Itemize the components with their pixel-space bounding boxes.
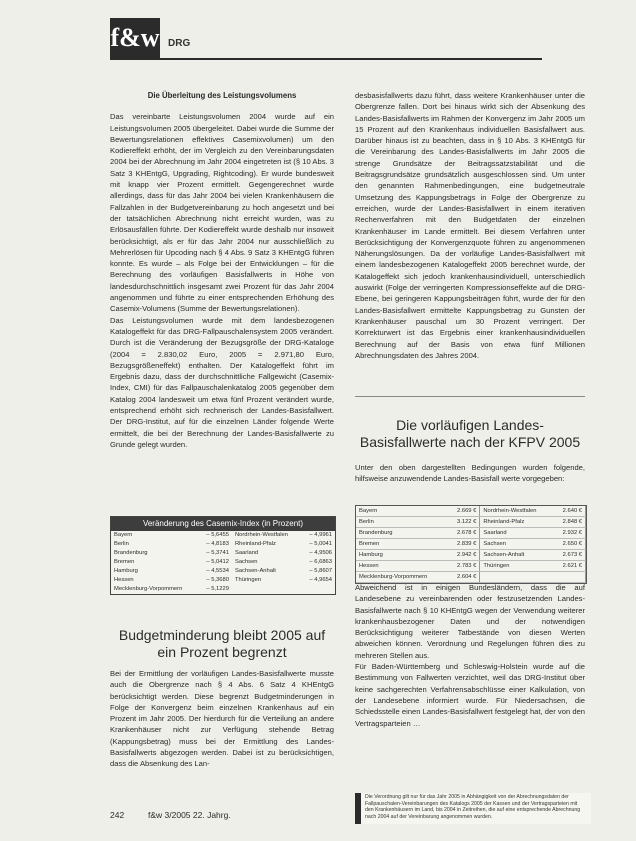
basisfallwert-state-cell: Saarland [480,528,554,539]
casemix-box [110,516,336,595]
right-column [355,90,585,361]
left-subheading: Die Überleitung des Leistungsvolumens [147,91,297,100]
section-label: DRG [168,38,191,49]
left-paragraph-1: Das vereinbarte Leistungsvolumen 2004 wurde auf ein Leistungsvolumen 2005 übergeleitet. Dabei wurde die Summe der Bewertungsrelationen effektives Casemixvolumen) um den Kodiereffekt erhöht, der im Vergleich zu den Vereinbarungsdaten 2004 bei der Abrechnung im Jahr 2004 eingetreten ist (§ 10 Abs. 3 Satz 3 KHEntgG, Upgrading, Rightcoding). Er wurde bundesweit mit knapp vier Prozent ermittelt. Gegengerechnet wurde allerdings, dass für das Jahr 2004 bei vielen Krankenhäusern die Fallzahlen in der Budgetvereinbarung zu hoch angesetzt und bei der tatsächlichen Abrechnung nicht erreicht wurden, was zu Erlösausfällen führte. Der Kodiereffekt wurde deshalb nur insoweit berücksichtigt, als er für das Jahr 2004 nur ausschließlich zu Mehrerlösen für Upcoding nach § 4 Abs. 9 Satz 3 KHEntgG führen konnte. Es wurde – als Folge bei der Entwicklungen – für die Berechnung des vorläufigen Basisfallwerts in Höhe von landesdurchschnittlich insgesamt zwei Prozent für das Jahr 2004 angenommen und führte zu einer entsprechenden Erhöhung des Casemix-Volumens (Summe der Bewertungsrelationen). [110,112,334,314]
page-number: 242 [110,810,125,820]
basisfallwert-row [356,572,586,583]
casemix-state-cell: Mecklenburg-Vorpommern [114,586,183,592]
casemix-state-cell: Sachsen-Anhalt [234,568,276,574]
basisfallwert-row [356,561,586,572]
basisfallwert-row [356,506,586,517]
basisfallwert-value-cell: 2.640 € [554,506,586,517]
basisfallwert-state-cell: Nordrhein-Westfalen [480,506,554,517]
basisfallwert-value-cell: 2.621 € [554,561,586,572]
casemix-box-title: Veränderung des Casemix-Index (in Prozent) [111,517,335,531]
journal-source: f&w 3/2005 22. Jahrg. [148,810,231,820]
basisfallwert-heading: Die vorläufigen Landes-Basisfallwerte nach der KFPV 2005 [359,417,581,450]
basisfallwert-value-cell: 2.673 € [554,550,586,561]
casemix-value-cell [301,585,335,594]
casemix-row [111,576,335,585]
left-column-bottom [110,668,334,770]
basisfallwert-value-cell: 2.678 € [448,528,480,539]
casemix-value-cell: – 5,0412 [206,559,229,565]
casemix-value-cell: – 5,6455 [206,532,229,538]
basisfallwert-state-cell: Sachsen-Anhalt [480,550,554,561]
basisfallwert-state-cell: Berlin [356,517,448,528]
basisfallwert-value-cell: 2.650 € [554,539,586,550]
basisfallwert-state-cell: Bayern [356,506,448,517]
basisfallwert-value-cell: 2.932 € [554,528,586,539]
basisfallwert-value-cell: 3.122 € [448,517,480,528]
casemix-state-cell: Brandenburg [114,550,148,556]
basisfallwert-state-cell: Bremen [356,539,448,550]
right-paragraph-4: Für Baden-Württemberg und Schleswig-Holstein wurde auf die Bestimmung von Fallwerten verzichtet, weil das DRG-Institut über keine sachgerechten Verfahrensabschlüsse einer Kalkulation, von der Landesebene informiert wurde. Für Niedersachsen, die Schiedsstelle einen Landes-Basisfallwert festgelegt hat, der von den Vertragsparteien … [355,662,585,728]
header-rule [110,58,542,60]
casemix-value-cell: – 5,3680 [206,577,229,583]
basisfallwert-state-cell: Sachsen [480,539,554,550]
casemix-table [111,531,335,594]
casemix-state-cell: Bremen [114,559,135,565]
basisfallwert-value-cell: 2.848 € [554,517,586,528]
basisfallwert-state-cell: Hamburg [356,550,448,561]
right-column-bottom [355,582,585,729]
casemix-row [111,567,335,576]
casemix-state-cell: Hessen [114,577,134,583]
basisfallwert-value-cell: 2.942 € [448,550,480,561]
basisfallwert-box [355,505,587,584]
basisfallwert-state-cell: Mecklenburg-Vorpommern [356,572,448,583]
casemix-state-cell: Saarland [234,550,259,556]
casemix-value-cell: – 4,5534 [206,568,229,574]
basisfallwert-row [356,550,586,561]
casemix-value-cell: – 4,8183 [206,541,229,547]
casemix-row [111,540,335,549]
budget-heading: Budgetminderung bleibt 2005 auf ein Prozent begrenzt [118,627,326,660]
casemix-row [111,531,335,540]
basisfallwert-table [356,506,586,583]
basisfallwert-state-cell: Thüringen [480,561,554,572]
right-column-mid [355,462,585,485]
right-paragraph-1: desbasisfallwerts dazu führt, dass weitere Krankenhäuser unter die Obergrenze fallen. Dort bei hinaus wirkt sich der Absenkung des Landes-Basisfallwerts im Rahmen der Konvergenz im Jahr 2005 um 15 Prozent auf den Krankenhaus individuellen Basisfallwert aus. Darüber hinaus ist zu beachten, dass in § 10 Abs. 3 KHEntgG für die Vereinbarung des Landes-Basisfallwerts im Jahr 2005 die strenge Grundsätze der Beitragssatzstabilität und die Beitragsgrundsätze grundsätzlich ausgeschlossen sind. Um unter den genannten Rahmenbedingungen, eine budgetneutrale Umsetzung des Kappungsbetrags in Folge der Obergrenze zu erreichen, wurde der Landes-Basisfallwert in einem iterativen Rechenverfahren mit den Budgetdaten der einzelnen Krankenhäuser im Lande ermittelt. Bei diesem Verfahren unter Berücksichtigung der Konvergenzquote führen zu angenommenen Näherungslösungen. Da der vorläufige Landes-Basisfallwert mit einem landesbezogenen Katalogeffekt 2005 berechnet wurde, der Katalogeffekt sich jedoch krankenhausindividuell, unterschiedlich auswirkt (Folge der verringerten Kompressionseffekte auf die DRG-Ebene, bei geringeren Kappungsbeiträgen führt, wurde der für den Landes-Basisfallwert ermittelte Kappungsbetrag zu Gunsten der Krankenhäuser pauschal um 30 Prozent verringert. Der Korrekturwert ist das Ergebnis einer krankenhausindividuellen Berechnung auf der Basis von etwa fünf Millionen Abrechnungsdaten des Jahres 2004. [355,91,585,360]
basisfallwert-value-cell: 2.839 € [448,539,480,550]
casemix-state-cell: Nordrhein-Westfalen [234,532,289,538]
basisfallwert-row [356,517,586,528]
casemix-value-cell: – 5,0041 [309,541,332,547]
journal-logo: f&w [110,18,160,58]
basisfallwert-row [356,528,586,539]
casemix-value-cell: – 5,3741 [206,550,229,556]
basisfallwert-value-cell [554,572,586,583]
basisfallwert-value-cell: 2.783 € [448,561,480,572]
basisfallwert-state-cell: Brandenburg [356,528,448,539]
casemix-state-cell: Rheinland-Pfalz [234,541,276,547]
basisfallwert-state-cell [480,572,554,583]
casemix-value-cell: – 6,6863 [309,559,332,565]
left-paragraph-3: Bei der Ermittlung der vorläufigen Landes-Basisfallwerte musste auch die Obergrenze nach § 4 Abs. 6 Satz 4 KHEntgG berücksichtigt werden. Diese begrenzt Budgetminderungen in Folge der Konvergenz beim einzelnen Krankenhaus auf ein Prozent im Jahr 2005. Der hierdurch für die Verteilung an andere Krankenhäuser nicht zur Verfügung stehende Betrag (Kappungsbetrag) muss bei der Ermittlung des Landes-Basisfallwerts abgezogen werden. Dabei ist zu berücksichtigen, dass die Absenkung des Lan- [110,669,334,769]
casemix-state-cell: Bayern [114,532,133,538]
casemix-value-cell: – 4,9654 [309,577,332,583]
basisfallwert-value-cell: 2.669 € [448,506,480,517]
casemix-state-cell [232,585,301,594]
casemix-value-cell: – 5,1229 [206,586,229,592]
basisfallwert-state-cell: Hessen [356,561,448,572]
casemix-value-cell: – 4,9506 [309,550,332,556]
basisfallwert-value-cell: 2.604 € [448,572,480,583]
casemix-value-cell: – 5,8607 [309,568,332,574]
casemix-row [111,585,335,594]
casemix-state-cell: Sachsen [234,559,258,565]
footnote: Die Verordnung gilt nur für das Jahr 2005 in Abhängigkeit von der Abrechnungsdaten der Fallpauschalen-Vereinbarungen des Katalogs 2005 der Kassen und der Vertragsparteien mit den Krankenhäusern im Land, bis 2004 in Zeitreihen, die auf eine entsprechende Abrechnung nach 2004 auf der Vereinbarung angenommen wurden. [355,793,591,824]
casemix-row [111,558,335,567]
basisfallwert-row [356,539,586,550]
right-paragraph-3: Abweichend ist in einigen Bundesländern, dass die auf Landesebene zu vereinbarenden oder festzusetzenden Landes-Basisfallwerte nach § 10 KHEntgG wegen der Verwendung weiterer krankenhausbezogener Daten und der notwendigen Berücksichtigung weiterer Tatbestände von diesen Werten abweichen können. Verordnung und Regelungen führen dies zu mehreren Stellen aus. [355,583,585,660]
casemix-state-cell: Hamburg [114,568,138,574]
left-column [110,90,334,450]
casemix-value-cell: – 4,9961 [309,532,332,538]
left-paragraph-2: Das Leistungsvolumen wurde mit dem landesbezogenen Katalogeffekt für das DRG-Fallpauschalensystem 2005 verändert. Durch ist die Veränderung der Bezugsgröße der DRG-Kataloge (2004 = 2.830,02 Euro, 2005 = 2.971,80 Euro, Bezugsgrößeneffekt) enthalten. Der Katalogeffekt führt im Ergebnis dazu, dass der durchschnittliche Fallgewicht (Casemix-Index, CMI) für das Fallpauschalenkatalog 2005 gegenüber dem Katalog 2004 landesweit um etwa fünf Prozent verändert wurde, entsprechend erhöht sich rechnerisch der Landes-Basisfallwert. Der DRG-Institut, auf für die einzelnen Länder folgende Werte ermittelt, die bei der Berechnung der Landes-Basisfallwerte zu Grunde gelegt wurden. [110,315,334,449]
casemix-state-cell: Berlin [114,541,129,547]
casemix-row [111,549,335,558]
heading-rule [355,396,585,397]
casemix-state-cell: Thüringen [234,577,262,583]
right-paragraph-2: Unter den oben dargestellten Bedingungen wurden folgende, hilfsweise anzuwendende Landes-Basisfall werte vorgegeben: [355,463,585,484]
basisfallwert-state-cell: Rheinland-Pfalz [480,517,554,528]
